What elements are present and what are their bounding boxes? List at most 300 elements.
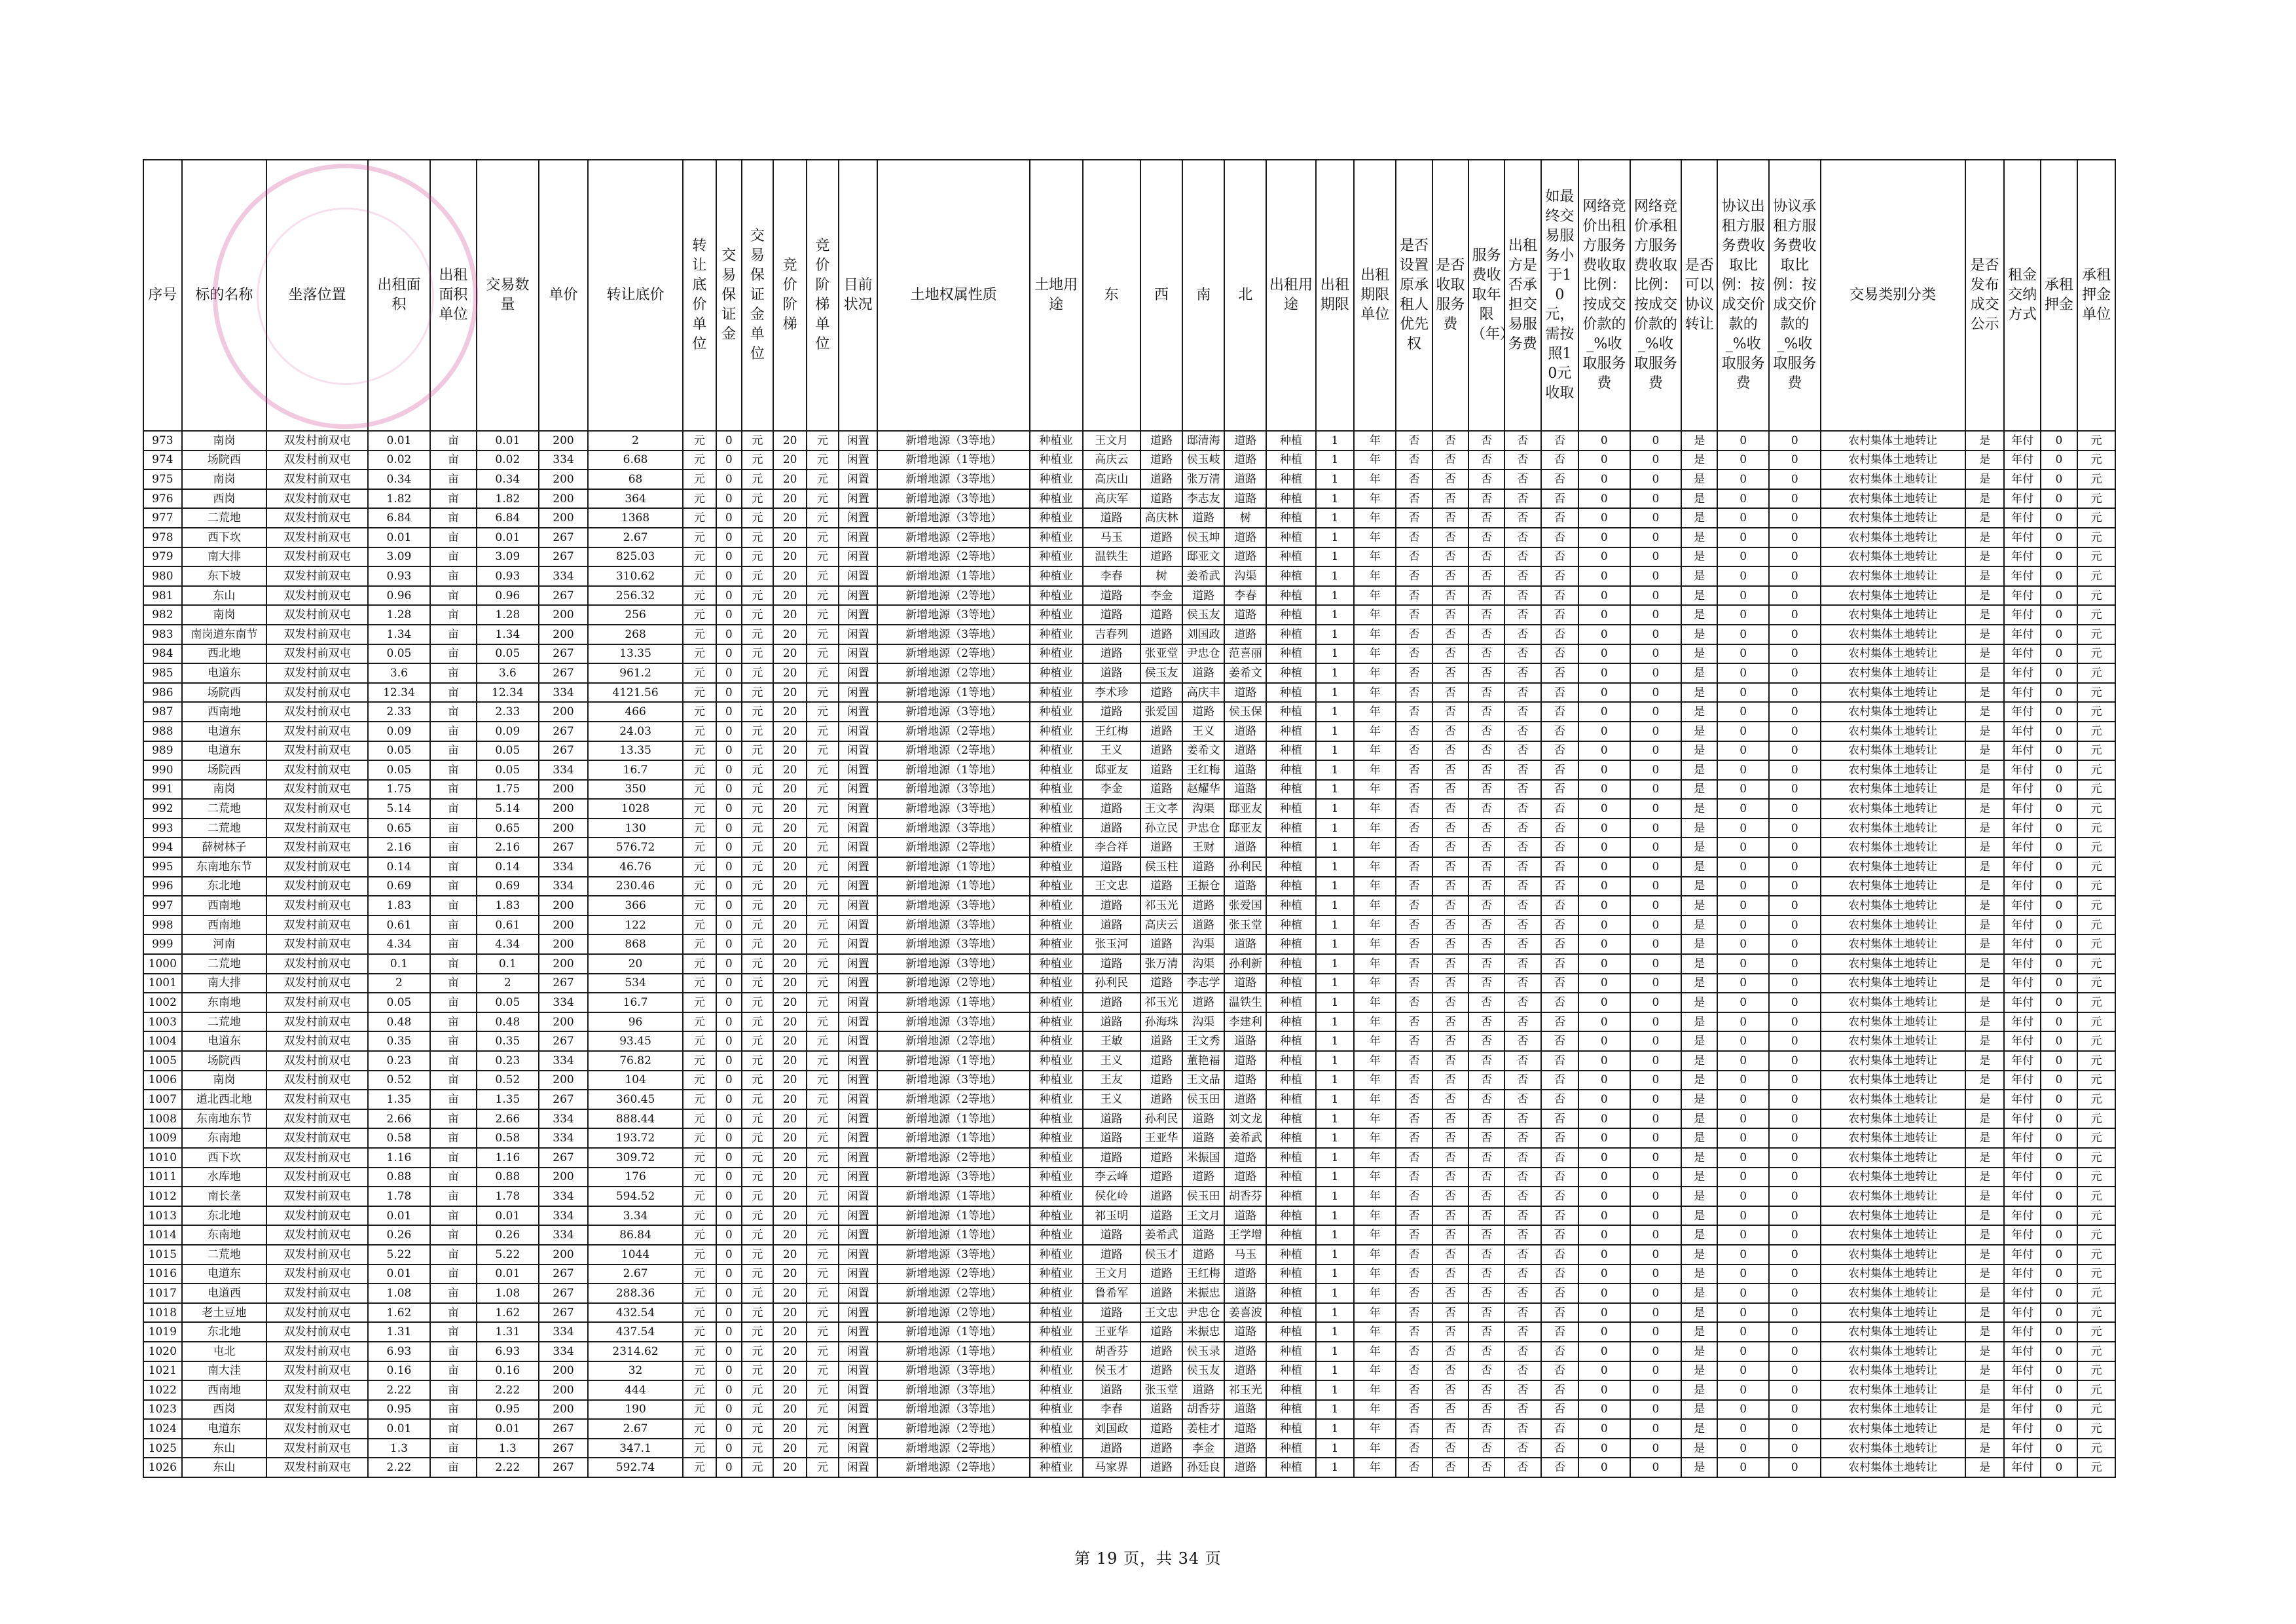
deposit-unit-cell: 元 <box>2077 1361 2115 1381</box>
agreement-lessor-rate-cell: 0 <box>1717 1090 1769 1109</box>
lease-deposit-cell: 0 <box>2041 1148 2077 1168</box>
table-row <box>143 877 2115 896</box>
agreement-lessor-rate-cell: 0 <box>1717 1458 1769 1477</box>
table-row <box>143 722 2115 741</box>
lease-deposit-cell: 0 <box>2041 605 2077 625</box>
agreement-transfer-cell: 是 <box>1681 1109 1717 1129</box>
fee-years-cell: 否 <box>1468 1012 1504 1032</box>
agreement-lessee-rate-cell: 0 <box>1769 799 1821 819</box>
current-status-cell: 闲置 <box>839 1322 878 1342</box>
boundary-west-cell: 祁玉光 <box>1140 896 1182 915</box>
bid-step-cell: 20 <box>773 683 807 703</box>
lease-deposit-cell: 0 <box>2041 954 2077 974</box>
min-fee-rule-cell: 否 <box>1541 1400 1579 1420</box>
land-use-cell: 种植业 <box>1030 934 1083 954</box>
publish-result-cell: 是 <box>1965 1264 2005 1284</box>
trade-category-cell: 农村集体土地转让 <box>1821 625 1965 644</box>
price-unit-cell: 元 <box>683 451 716 470</box>
deposit-unit-cell: 元 <box>742 1090 774 1109</box>
unit-price-cell: 267 <box>539 974 588 993</box>
agreement-lessee-rate-cell: 0 <box>1769 566 1821 586</box>
boundary-north-cell: 道路 <box>1224 683 1266 703</box>
reserve-price-cell: 888.44 <box>588 1109 683 1129</box>
land-ownership-cell: 新增地源（2等地） <box>877 1419 1029 1439</box>
land-ownership-cell: 新增地源（3等地） <box>877 508 1029 528</box>
deposit-cell: 0 <box>716 528 742 547</box>
agreement-lessor-rate-cell: 0 <box>1717 566 1769 586</box>
boundary-east-cell: 道路 <box>1083 819 1140 838</box>
boundary-north-cell: 温铁生 <box>1224 993 1266 1012</box>
bid-step-unit-cell: 元 <box>807 819 839 838</box>
table-row <box>143 547 2115 567</box>
term-unit-cell: 年 <box>1354 1148 1396 1168</box>
lease-term-cell: 1 <box>1316 915 1355 935</box>
rental-use-cell: 种植 <box>1266 799 1315 819</box>
column-header: 交易保证金 <box>716 160 742 431</box>
row-number-cell: 993 <box>143 819 182 838</box>
rent-payment-cell: 年付 <box>2004 915 2040 935</box>
deposit-unit-cell: 元 <box>742 1342 774 1361</box>
deposit-cell: 0 <box>716 760 742 780</box>
unit-price-cell: 200 <box>539 1380 588 1400</box>
agreement-transfer-cell: 是 <box>1681 431 1717 451</box>
agreement-lessee-rate-cell: 0 <box>1769 1225 1821 1245</box>
min-fee-rule-cell: 否 <box>1541 915 1579 935</box>
land-use-cell: 种植业 <box>1030 1380 1083 1400</box>
lease-term-cell: 1 <box>1316 896 1355 915</box>
rental-use-cell: 种植 <box>1266 1439 1315 1458</box>
lease-term-cell: 1 <box>1316 547 1355 567</box>
fee-years-cell: 否 <box>1468 1245 1504 1264</box>
boundary-east-cell: 王文月 <box>1083 1264 1140 1284</box>
service-fee-cell: 否 <box>1432 605 1468 625</box>
deposit-cell: 0 <box>716 1090 742 1109</box>
trade-category-cell: 农村集体土地转让 <box>1821 605 1965 625</box>
parcel-name-cell: 电道东 <box>182 1031 266 1051</box>
price-unit-cell: 元 <box>683 819 716 838</box>
rental-use-cell: 种植 <box>1266 1128 1315 1148</box>
current-status-cell: 闲置 <box>839 528 878 547</box>
unit-price-cell: 200 <box>539 1361 588 1381</box>
deposit-unit-cell: 元 <box>742 644 774 664</box>
rent-payment-cell: 年付 <box>2004 1109 2040 1129</box>
parcel-name-cell: 西南地 <box>182 1380 266 1400</box>
agreement-lessor-rate-cell: 0 <box>1717 1031 1769 1051</box>
current-status-cell: 闲置 <box>839 760 878 780</box>
service-fee-cell: 否 <box>1432 1148 1468 1168</box>
online-lessor-rate-cell: 0 <box>1578 1051 1630 1071</box>
deposit-cell: 0 <box>716 547 742 567</box>
table-row <box>143 838 2115 857</box>
unit-price-cell: 267 <box>539 1439 588 1458</box>
agreement-transfer-cell: 是 <box>1681 1031 1717 1051</box>
price-unit-cell: 元 <box>683 1109 716 1129</box>
online-lessee-rate-cell: 0 <box>1630 838 1682 857</box>
boundary-west-cell: 道路 <box>1140 1322 1182 1342</box>
lease-area-cell: 0.34 <box>368 470 430 489</box>
parcel-name-cell: 东北地 <box>182 1322 266 1342</box>
row-number-cell: 997 <box>143 896 182 915</box>
lessor-fee-cell: 否 <box>1504 1439 1540 1458</box>
min-fee-rule-cell: 否 <box>1541 547 1579 567</box>
term-unit-cell: 年 <box>1354 1051 1396 1071</box>
agreement-lessor-rate-cell: 0 <box>1717 625 1769 644</box>
service-fee-cell: 否 <box>1432 625 1468 644</box>
lessor-fee-cell: 否 <box>1504 741 1540 761</box>
priority-right-cell: 否 <box>1396 586 1432 606</box>
area-unit-cell: 亩 <box>430 1342 477 1361</box>
trade-category-cell: 农村集体土地转让 <box>1821 528 1965 547</box>
agreement-transfer-cell: 是 <box>1681 1342 1717 1361</box>
boundary-south-cell: 道路 <box>1182 896 1224 915</box>
term-unit-cell: 年 <box>1354 528 1396 547</box>
lease-deposit-cell: 0 <box>2041 877 2077 896</box>
online-lessee-rate-cell: 0 <box>1630 741 1682 761</box>
trade-quantity-cell: 6.93 <box>477 1342 539 1361</box>
lease-term-cell: 1 <box>1316 741 1355 761</box>
land-use-cell: 种植业 <box>1030 470 1083 489</box>
lessor-fee-cell: 否 <box>1504 451 1540 470</box>
lease-deposit-cell: 0 <box>2041 1439 2077 1458</box>
land-use-cell: 种植业 <box>1030 1361 1083 1381</box>
service-fee-cell: 否 <box>1432 644 1468 664</box>
trade-category-cell: 农村集体土地转让 <box>1821 760 1965 780</box>
current-status-cell: 闲置 <box>839 974 878 993</box>
deposit-cell: 0 <box>716 431 742 451</box>
row-number-cell: 988 <box>143 722 182 741</box>
land-ownership-cell: 新增地源（2等地） <box>877 1303 1029 1323</box>
agreement-lessee-rate-cell: 0 <box>1769 954 1821 974</box>
agreement-transfer-cell: 是 <box>1681 1439 1717 1458</box>
lease-area-cell: 0.35 <box>368 1031 430 1051</box>
table-row <box>143 1283 2115 1303</box>
rental-use-cell: 种植 <box>1266 1168 1315 1187</box>
rent-payment-cell: 年付 <box>2004 1031 2040 1051</box>
agreement-transfer-cell: 是 <box>1681 663 1717 683</box>
unit-price-cell: 200 <box>539 605 588 625</box>
online-lessor-rate-cell: 0 <box>1578 1148 1630 1168</box>
service-fee-cell: 否 <box>1432 1264 1468 1284</box>
parcel-name-cell: 东北地 <box>182 877 266 896</box>
boundary-north-cell: 道路 <box>1224 1090 1266 1109</box>
lessor-fee-cell: 否 <box>1504 1206 1540 1226</box>
row-number-cell: 1024 <box>143 1419 182 1439</box>
unit-price-cell: 200 <box>539 934 588 954</box>
parcel-name-cell: 东南地东节 <box>182 857 266 877</box>
agreement-transfer-cell: 是 <box>1681 954 1717 974</box>
agreement-lessor-rate-cell: 0 <box>1717 934 1769 954</box>
lease-deposit-cell: 0 <box>2041 566 2077 586</box>
lease-area-cell: 2.33 <box>368 702 430 722</box>
column-header: 出租面积 <box>368 160 430 431</box>
online-lessee-rate-cell: 0 <box>1630 547 1682 567</box>
online-lessee-rate-cell: 0 <box>1630 1225 1682 1245</box>
bid-step-unit-cell: 元 <box>807 683 839 703</box>
term-unit-cell: 年 <box>1354 974 1396 993</box>
boundary-west-cell: 侯玉才 <box>1140 1245 1182 1264</box>
online-lessor-rate-cell: 0 <box>1578 683 1630 703</box>
fee-years-cell: 否 <box>1468 1322 1504 1342</box>
lease-term-cell: 1 <box>1316 1400 1355 1420</box>
agreement-lessee-rate-cell: 0 <box>1769 1031 1821 1051</box>
agreement-transfer-cell: 是 <box>1681 838 1717 857</box>
min-fee-rule-cell: 否 <box>1541 1128 1579 1148</box>
agreement-transfer-cell: 是 <box>1681 1303 1717 1323</box>
boundary-west-cell: 道路 <box>1140 605 1182 625</box>
service-fee-cell: 否 <box>1432 954 1468 974</box>
online-lessee-rate-cell: 0 <box>1630 1128 1682 1148</box>
trade-category-cell: 农村集体土地转让 <box>1821 722 1965 741</box>
boundary-west-cell: 道路 <box>1140 470 1182 489</box>
current-status-cell: 闲置 <box>839 722 878 741</box>
fee-years-cell: 否 <box>1468 1206 1504 1226</box>
land-ownership-cell: 新增地源（1等地） <box>877 1342 1029 1361</box>
reserve-price-cell: 2314.62 <box>588 1342 683 1361</box>
service-fee-cell: 否 <box>1432 1303 1468 1323</box>
priority-right-cell: 否 <box>1396 780 1432 800</box>
online-lessor-rate-cell: 0 <box>1578 586 1630 606</box>
deposit-cell: 0 <box>716 1283 742 1303</box>
price-unit-cell: 元 <box>683 470 716 489</box>
land-ownership-cell: 新增地源（3等地） <box>877 954 1029 974</box>
lease-term-cell: 1 <box>1316 1342 1355 1361</box>
rent-payment-cell: 年付 <box>2004 974 2040 993</box>
boundary-east-cell: 李春 <box>1083 1400 1140 1420</box>
rent-payment-cell: 年付 <box>2004 760 2040 780</box>
boundary-east-cell: 王义 <box>1083 741 1140 761</box>
deposit-unit-cell: 元 <box>2077 934 2115 954</box>
boundary-south-cell: 姜桂才 <box>1182 1419 1224 1439</box>
priority-right-cell: 否 <box>1396 1051 1432 1071</box>
reserve-price-cell: 32 <box>588 1361 683 1381</box>
lessor-fee-cell: 否 <box>1504 1090 1540 1109</box>
parcel-name-cell: 西南地 <box>182 915 266 935</box>
rent-payment-cell: 年付 <box>2004 1071 2040 1090</box>
online-lessee-rate-cell: 0 <box>1630 722 1682 741</box>
lessor-fee-cell: 否 <box>1504 1109 1540 1129</box>
bid-step-unit-cell: 元 <box>807 1419 839 1439</box>
reserve-price-cell: 437.54 <box>588 1322 683 1342</box>
publish-result-cell: 是 <box>1965 838 2005 857</box>
trade-quantity-cell: 0.95 <box>477 1400 539 1420</box>
lease-area-cell: 0.05 <box>368 741 430 761</box>
term-unit-cell: 年 <box>1354 702 1396 722</box>
unit-price-cell: 334 <box>539 1128 588 1148</box>
deposit-unit-cell: 元 <box>2077 470 2115 489</box>
current-status-cell: 闲置 <box>839 663 878 683</box>
lease-area-cell: 0.01 <box>368 528 430 547</box>
parcel-name-cell: 西北地 <box>182 644 266 664</box>
reserve-price-cell: 1028 <box>588 799 683 819</box>
trade-category-cell: 农村集体土地转让 <box>1821 838 1965 857</box>
agreement-transfer-cell: 是 <box>1681 1245 1717 1264</box>
min-fee-rule-cell: 否 <box>1541 974 1579 993</box>
rental-use-cell: 种植 <box>1266 1206 1315 1226</box>
bid-step-cell: 20 <box>773 1283 807 1303</box>
deposit-cell: 0 <box>716 1012 742 1032</box>
land-use-cell: 种植业 <box>1030 1439 1083 1458</box>
land-use-cell: 种植业 <box>1030 993 1083 1012</box>
lease-deposit-cell: 0 <box>2041 528 2077 547</box>
term-unit-cell: 年 <box>1354 431 1396 451</box>
bid-step-unit-cell: 元 <box>807 896 839 915</box>
location-cell: 双发村前双屯 <box>266 644 368 664</box>
boundary-north-cell: 道路 <box>1224 1439 1266 1458</box>
area-unit-cell: 亩 <box>430 1400 477 1420</box>
lease-area-cell: 0.01 <box>368 431 430 451</box>
price-unit-cell: 元 <box>683 780 716 800</box>
land-use-cell: 种植业 <box>1030 431 1083 451</box>
online-lessor-rate-cell: 0 <box>1578 1245 1630 1264</box>
area-unit-cell: 亩 <box>430 586 477 606</box>
rent-payment-cell: 年付 <box>2004 605 2040 625</box>
area-unit-cell: 亩 <box>430 741 477 761</box>
deposit-unit-cell: 元 <box>742 625 774 644</box>
online-lessor-rate-cell: 0 <box>1578 489 1630 509</box>
parcel-name-cell: 二荒地 <box>182 508 266 528</box>
online-lessee-rate-cell: 0 <box>1630 1380 1682 1400</box>
fee-years-cell: 否 <box>1468 1109 1504 1129</box>
boundary-south-cell: 侯玉田 <box>1182 1090 1224 1109</box>
trade-category-cell: 农村集体土地转让 <box>1821 974 1965 993</box>
rent-payment-cell: 年付 <box>2004 1283 2040 1303</box>
location-cell: 双发村前双屯 <box>266 954 368 974</box>
deposit-cell: 0 <box>716 1148 742 1168</box>
service-fee-cell: 否 <box>1432 431 1468 451</box>
boundary-west-cell: 道路 <box>1140 1439 1182 1458</box>
area-unit-cell: 亩 <box>430 1322 477 1342</box>
land-use-cell: 种植业 <box>1030 1090 1083 1109</box>
fee-years-cell: 否 <box>1468 566 1504 586</box>
min-fee-rule-cell: 否 <box>1541 1031 1579 1051</box>
online-lessor-rate-cell: 0 <box>1578 702 1630 722</box>
table-row <box>143 663 2115 683</box>
boundary-west-cell: 张玉堂 <box>1140 1380 1182 1400</box>
min-fee-rule-cell: 否 <box>1541 877 1579 896</box>
boundary-east-cell: 李春 <box>1083 566 1140 586</box>
trade-category-cell: 农村集体土地转让 <box>1821 1206 1965 1226</box>
boundary-east-cell: 道路 <box>1083 799 1140 819</box>
price-unit-cell: 元 <box>683 1361 716 1381</box>
trade-category-cell: 农村集体土地转让 <box>1821 934 1965 954</box>
unit-price-cell: 334 <box>539 857 588 877</box>
priority-right-cell: 否 <box>1396 1187 1432 1206</box>
online-lessee-rate-cell: 0 <box>1630 702 1682 722</box>
agreement-lessee-rate-cell: 0 <box>1769 1090 1821 1109</box>
lease-term-cell: 1 <box>1316 489 1355 509</box>
fee-years-cell: 否 <box>1468 1264 1504 1284</box>
fee-years-cell: 否 <box>1468 1225 1504 1245</box>
unit-price-cell: 267 <box>539 547 588 567</box>
boundary-north-cell: 姜希武 <box>1224 1128 1266 1148</box>
boundary-south-cell: 王红梅 <box>1182 1264 1224 1284</box>
rental-use-cell: 种植 <box>1266 451 1315 470</box>
lease-term-cell: 1 <box>1316 857 1355 877</box>
deposit-cell: 0 <box>716 1128 742 1148</box>
boundary-north-cell: 道路 <box>1224 1283 1266 1303</box>
trade-quantity-cell: 0.05 <box>477 644 539 664</box>
boundary-north-cell: 范喜丽 <box>1224 644 1266 664</box>
bid-step-unit-cell: 元 <box>807 663 839 683</box>
deposit-cell: 0 <box>716 1303 742 1323</box>
priority-right-cell: 否 <box>1396 760 1432 780</box>
trade-quantity-cell: 0.14 <box>477 857 539 877</box>
bid-step-cell: 20 <box>773 993 807 1012</box>
bid-step-cell: 20 <box>773 644 807 664</box>
trade-quantity-cell: 0.09 <box>477 722 539 741</box>
trade-quantity-cell: 0.96 <box>477 586 539 606</box>
land-ownership-cell: 新增地源（1等地） <box>877 760 1029 780</box>
land-ownership-cell: 新增地源（3等地） <box>877 1012 1029 1032</box>
lease-term-cell: 1 <box>1316 954 1355 974</box>
deposit-unit-cell: 元 <box>2077 702 2115 722</box>
rental-use-cell: 种植 <box>1266 702 1315 722</box>
boundary-east-cell: 侯玉才 <box>1083 1361 1140 1381</box>
lease-deposit-cell: 0 <box>2041 1031 2077 1051</box>
trade-quantity-cell: 3.09 <box>477 547 539 567</box>
boundary-north-cell: 道路 <box>1224 741 1266 761</box>
online-lessor-rate-cell: 0 <box>1578 431 1630 451</box>
location-cell: 双发村前双屯 <box>266 1439 368 1458</box>
land-use-cell: 种植业 <box>1030 508 1083 528</box>
rent-payment-cell: 年付 <box>2004 857 2040 877</box>
column-header: 交易类别分类 <box>1821 160 1965 431</box>
agreement-lessor-rate-cell: 0 <box>1717 915 1769 935</box>
service-fee-cell: 否 <box>1432 489 1468 509</box>
column-header: 网络竞价出租方服务费收取比例：按成交价款的_%收取服务费 <box>1578 160 1630 431</box>
table-row <box>143 780 2115 800</box>
land-ownership-cell: 新增地源（1等地） <box>877 993 1029 1012</box>
deposit-cell: 0 <box>716 877 742 896</box>
lease-area-cell: 4.34 <box>368 934 430 954</box>
area-unit-cell: 亩 <box>430 1361 477 1381</box>
boundary-south-cell: 道路 <box>1182 1225 1224 1245</box>
service-fee-cell: 否 <box>1432 586 1468 606</box>
parcel-name-cell: 水库地 <box>182 1168 266 1187</box>
lease-term-cell: 1 <box>1316 1109 1355 1129</box>
online-lessee-rate-cell: 0 <box>1630 508 1682 528</box>
priority-right-cell: 否 <box>1396 547 1432 567</box>
deposit-cell: 0 <box>716 799 742 819</box>
table-header <box>143 160 2115 431</box>
column-header: 网络竞价承租方服务费收取比例：按成交价款的_%收取服务费 <box>1630 160 1682 431</box>
price-unit-cell: 元 <box>683 857 716 877</box>
parcel-name-cell: 南岗 <box>182 431 266 451</box>
trade-category-cell: 农村集体土地转让 <box>1821 857 1965 877</box>
bid-step-unit-cell: 元 <box>807 838 839 857</box>
area-unit-cell: 亩 <box>430 431 477 451</box>
agreement-lessor-rate-cell: 0 <box>1717 857 1769 877</box>
fee-years-cell: 否 <box>1468 1187 1504 1206</box>
boundary-south-cell: 沟渠 <box>1182 1012 1224 1032</box>
area-unit-cell: 亩 <box>430 1439 477 1458</box>
land-use-cell: 种植业 <box>1030 528 1083 547</box>
lease-deposit-cell: 0 <box>2041 451 2077 470</box>
deposit-unit-cell: 元 <box>742 451 774 470</box>
boundary-east-cell: 侯化岭 <box>1083 1187 1140 1206</box>
boundary-north-cell: 道路 <box>1224 1148 1266 1168</box>
parcel-name-cell: 东南地 <box>182 993 266 1012</box>
term-unit-cell: 年 <box>1354 508 1396 528</box>
service-fee-cell: 否 <box>1432 760 1468 780</box>
lease-area-cell: 1.35 <box>368 1090 430 1109</box>
term-unit-cell: 年 <box>1354 1245 1396 1264</box>
agreement-transfer-cell: 是 <box>1681 1380 1717 1400</box>
service-fee-cell: 否 <box>1432 1187 1468 1206</box>
priority-right-cell: 否 <box>1396 605 1432 625</box>
term-unit-cell: 年 <box>1354 1322 1396 1342</box>
term-unit-cell: 年 <box>1354 1225 1396 1245</box>
